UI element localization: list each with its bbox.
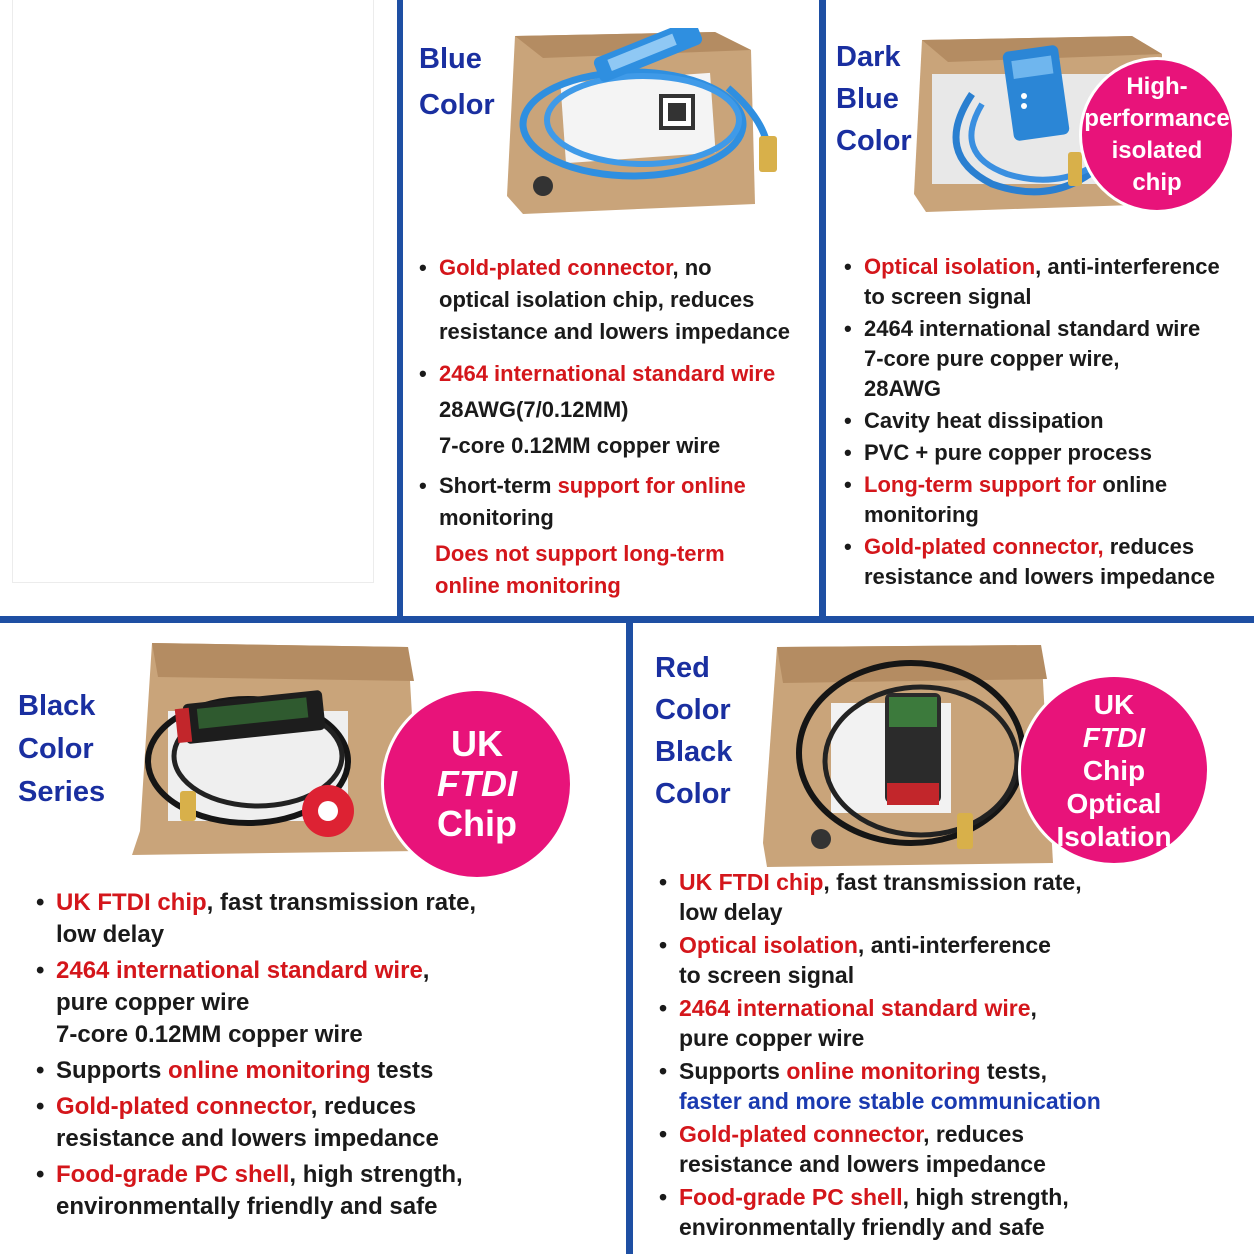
label-line: Color bbox=[419, 89, 495, 121]
badge-uk-ftdi-chip bbox=[384, 691, 570, 877]
label-line: Dark bbox=[836, 41, 901, 73]
label-line: Color bbox=[655, 778, 731, 810]
bullet-text: 28AWG bbox=[864, 376, 942, 401]
highlight-text: Gold-plated connector bbox=[56, 1093, 311, 1120]
note-line: Does not support long-term bbox=[435, 541, 725, 566]
bullet-text: pure copper wire bbox=[679, 1025, 865, 1051]
bullet-text: , high strength, bbox=[902, 1184, 1069, 1210]
bullet-text: pure copper wire bbox=[56, 989, 250, 1016]
divider-bottom-vertical bbox=[626, 620, 633, 1254]
badge-line: FTDI bbox=[437, 763, 517, 804]
bullet-text: 2464 international standard wire bbox=[864, 316, 1201, 341]
bullet-text: low delay bbox=[56, 921, 165, 948]
badge-line: isolated bbox=[1111, 137, 1203, 164]
bullet-text: , bbox=[422, 957, 430, 984]
highlight-text: Food-grade PC shell bbox=[679, 1184, 903, 1210]
highlight-text: support for online bbox=[557, 473, 746, 498]
badge-high-performance bbox=[1082, 60, 1232, 210]
bullet-item bbox=[419, 470, 819, 534]
label-line: Red bbox=[655, 652, 710, 684]
bullet-list-dark-blue bbox=[844, 252, 1254, 592]
label-line: Color bbox=[655, 694, 731, 726]
badge-uk-ftdi-optical bbox=[1021, 677, 1207, 863]
highlight-text: 2464 international standard wire bbox=[56, 957, 423, 984]
highlight-text: Gold-plated connector bbox=[679, 1121, 924, 1147]
highlight-text: online monitoring bbox=[168, 1057, 371, 1084]
bullet-text: Cavity heat dissipation bbox=[864, 408, 1104, 433]
label-line: Blue bbox=[419, 43, 482, 75]
bullet-item bbox=[844, 532, 1254, 592]
product-photo-blue-cable bbox=[503, 28, 813, 218]
highlight-text: Gold-plated connector, bbox=[864, 534, 1104, 559]
bullet-text: 7-core 0.12MM copper wire bbox=[439, 433, 721, 458]
label-line: Black bbox=[18, 690, 96, 722]
bullet-text: monitoring bbox=[864, 502, 979, 527]
panel-dark-blue bbox=[826, 0, 1254, 616]
bullet-text: 7-core pure copper wire, bbox=[864, 346, 1120, 371]
bullet-item bbox=[659, 930, 1249, 990]
bullet-text: Supports bbox=[56, 1057, 168, 1084]
bullet-item bbox=[844, 252, 1254, 312]
bullet-item bbox=[419, 356, 819, 464]
badge-line: High- bbox=[1126, 73, 1188, 100]
highlight-text: UK FTDI chip bbox=[679, 869, 824, 895]
bullet-text: resistance and lowers impedance bbox=[679, 1151, 1046, 1177]
bullet-text: 7-core 0.12MM copper wire bbox=[56, 1021, 363, 1048]
badge-line: Isolation bbox=[1056, 820, 1172, 852]
bullet-text: , high strength, bbox=[289, 1161, 463, 1188]
note-line: online monitoring bbox=[435, 573, 621, 598]
bullet-item bbox=[36, 1159, 616, 1223]
bullet-text: low delay bbox=[679, 899, 783, 925]
highlight-text: 2464 international standard wire bbox=[679, 995, 1031, 1021]
note-no-long-term bbox=[435, 538, 725, 602]
bullet-text: resistance and lowers impedance bbox=[439, 319, 790, 344]
bullet-text: environmentally friendly and safe bbox=[679, 1214, 1045, 1240]
highlight-text: Optical isolation bbox=[864, 254, 1036, 279]
bullet-item bbox=[659, 1056, 1249, 1116]
bullet-item bbox=[659, 1182, 1249, 1242]
divider-top-middle-vertical bbox=[819, 0, 826, 622]
bullet-text: , fast transmission rate, bbox=[206, 889, 477, 916]
blank-card bbox=[12, 0, 374, 583]
badge-line: FTDI bbox=[1082, 721, 1146, 753]
label-line: Blue bbox=[836, 83, 899, 115]
badge-line: performance bbox=[1084, 105, 1230, 132]
bullet-text: 28AWG(7/0.12MM) bbox=[439, 397, 629, 422]
bullet-item bbox=[419, 252, 819, 348]
bullet-item bbox=[844, 438, 1254, 468]
bullet-text: , reduces bbox=[923, 1121, 1025, 1147]
bullet-text: , bbox=[1030, 995, 1037, 1021]
bullet-item bbox=[36, 1055, 616, 1087]
bullet-text: , anti-interference bbox=[857, 932, 1051, 958]
bullet-text: , no bbox=[672, 255, 712, 280]
bullet-item bbox=[36, 1091, 616, 1155]
bullet-item bbox=[36, 887, 616, 951]
badge-line: Chip bbox=[437, 803, 517, 844]
bullet-text: reduces bbox=[1103, 534, 1195, 559]
bullet-item bbox=[659, 867, 1249, 927]
label-line: Color bbox=[18, 733, 94, 765]
badge-line: Chip bbox=[1082, 754, 1146, 786]
bullet-text: , anti-interference bbox=[1035, 254, 1220, 279]
badge-line: Optical bbox=[1066, 787, 1162, 819]
label-line: Series bbox=[18, 776, 106, 808]
bullet-item bbox=[844, 470, 1254, 530]
highlight-text: Long-term support for bbox=[864, 472, 1097, 497]
label-line: Color bbox=[836, 125, 912, 157]
bullet-text: , reduces bbox=[310, 1093, 417, 1120]
highlight-text: online monitoring bbox=[786, 1058, 981, 1084]
highlight-text-blue: faster and more stable communication bbox=[679, 1088, 1101, 1114]
bullet-text: to screen signal bbox=[864, 284, 1032, 309]
panel-red-black bbox=[633, 623, 1254, 1254]
bullet-text: tests, bbox=[980, 1058, 1048, 1084]
bullet-text: resistance and lowers impedance bbox=[864, 564, 1215, 589]
bullet-text: tests bbox=[370, 1057, 434, 1084]
bullet-list-red-black bbox=[659, 867, 1249, 1242]
bullet-item bbox=[36, 955, 616, 1051]
bullet-text: Short-term bbox=[439, 473, 558, 498]
bullet-text: resistance and lowers impedance bbox=[56, 1125, 439, 1152]
bullet-item bbox=[659, 1119, 1249, 1179]
bullet-item bbox=[844, 406, 1254, 436]
badge-line: UK bbox=[1093, 688, 1135, 720]
highlight-text: Optical isolation bbox=[679, 932, 858, 958]
label-line: Black bbox=[655, 736, 733, 768]
color-label-dark-blue bbox=[836, 36, 912, 162]
panel-black bbox=[0, 623, 626, 1254]
product-photo-black-cable bbox=[128, 641, 428, 861]
highlight-text: Food-grade PC shell bbox=[56, 1161, 290, 1188]
product-photo-red-black-cable bbox=[761, 643, 1061, 871]
color-label-red-black bbox=[655, 647, 732, 815]
panel-blue bbox=[403, 0, 819, 616]
color-label-black bbox=[18, 685, 105, 814]
bullet-text: optical isolation chip, reduces bbox=[439, 287, 755, 312]
color-label-blue bbox=[419, 36, 495, 128]
bullet-item bbox=[844, 314, 1254, 404]
bullet-text: monitoring bbox=[439, 505, 554, 530]
bullet-text: to screen signal bbox=[679, 962, 855, 988]
highlight-text: UK FTDI chip bbox=[56, 889, 207, 916]
bullet-text: online bbox=[1096, 472, 1168, 497]
bullet-text: Supports bbox=[679, 1058, 787, 1084]
bullet-list-blue bbox=[419, 252, 819, 534]
bullet-text: , fast transmission rate, bbox=[823, 869, 1082, 895]
badge-line: chip bbox=[1132, 169, 1182, 196]
highlight-text: 2464 international standard wire bbox=[439, 361, 776, 386]
bullet-text: environmentally friendly and safe bbox=[56, 1193, 438, 1220]
badge-line: UK bbox=[451, 723, 503, 764]
bullet-list-black bbox=[36, 887, 616, 1223]
bullet-item bbox=[659, 993, 1249, 1053]
highlight-text: Gold-plated connector bbox=[439, 255, 673, 280]
bullet-text: PVC + pure copper process bbox=[864, 440, 1152, 465]
